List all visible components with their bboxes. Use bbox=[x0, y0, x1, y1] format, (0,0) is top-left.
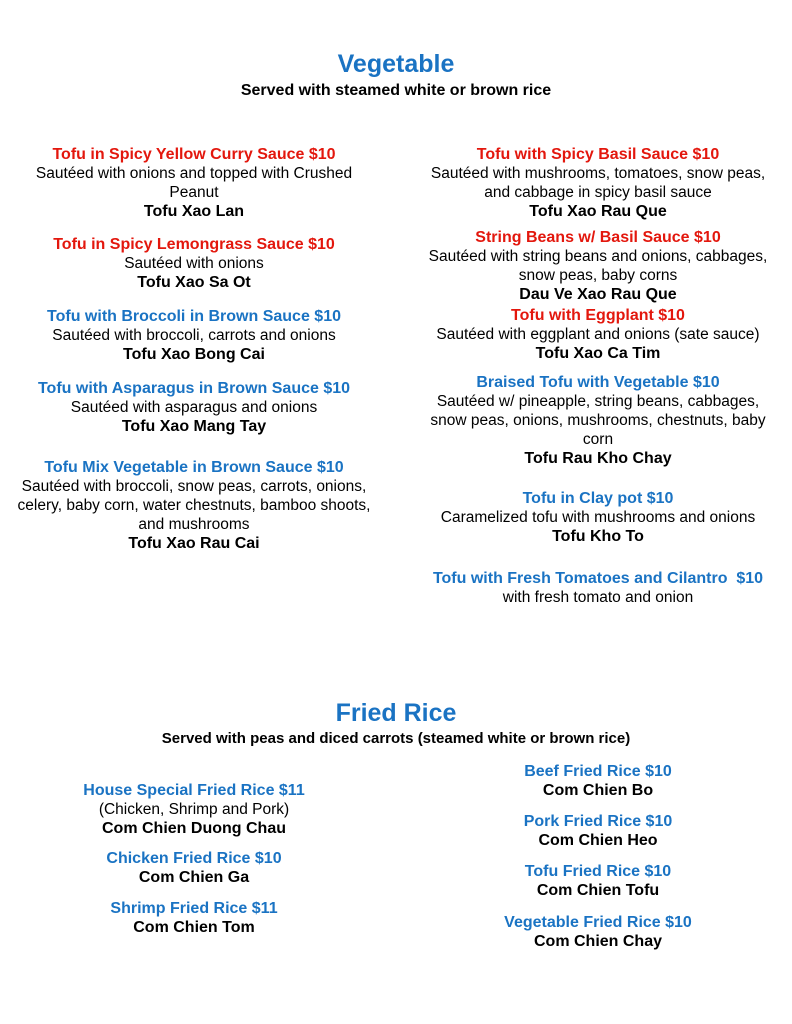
menu-item-tofu-fried-rice bbox=[448, 862, 748, 901]
dish-description: Sautéed with onions and topped with Crushed Peanut bbox=[35, 165, 353, 201]
menu-item-tofu-eggplant bbox=[418, 306, 778, 364]
menu-item-tofu-clay-pot bbox=[418, 489, 778, 547]
dish-description: Sautéed with broccoli, snow peas, carrots, onions, celery, baby corn, water chestnuts, bamboo shoots, and mushrooms bbox=[17, 478, 371, 533]
menu-item-chicken-fried-rice bbox=[44, 849, 344, 888]
dish-vietnamese-name: Com Chien Tom bbox=[133, 919, 255, 936]
dish-name: Tofu with Fresh Tomatoes and Cilantro $10 bbox=[432, 570, 764, 587]
dish-description: (Chicken, Shrimp and Pork) bbox=[98, 801, 290, 818]
dish-vietnamese-name: Tofu Xao Bong Cai bbox=[123, 346, 265, 363]
menu-item-string-beans-basil bbox=[418, 228, 778, 305]
dish-name: Tofu in Clay pot $10 bbox=[522, 490, 674, 507]
dish-vietnamese-name: Com Chien Tofu bbox=[536, 882, 660, 899]
dish-name: Pork Fried Rice $10 bbox=[523, 813, 673, 830]
fried-rice-section-title: Fried Rice bbox=[335, 699, 457, 727]
dish-description: with fresh tomato and onion bbox=[502, 589, 694, 606]
dish-name: Vegetable Fried Rice $10 bbox=[504, 914, 692, 931]
menu-item-tofu-yellow-curry bbox=[14, 145, 374, 222]
dish-name: Tofu in Spicy Lemongrass Sauce $10 bbox=[53, 236, 335, 253]
dish-name: Shrimp Fried Rice $11 bbox=[110, 900, 278, 917]
dish-name: Braised Tofu with Vegetable $10 bbox=[476, 374, 720, 391]
menu-item-tofu-broccoli bbox=[14, 307, 374, 365]
dish-name: Tofu with Broccoli in Brown Sauce $10 bbox=[47, 308, 341, 325]
dish-vietnamese-name: Com Chien Heo bbox=[538, 832, 658, 849]
dish-vietnamese-name: Com Chien Duong Chau bbox=[102, 820, 286, 837]
dish-vietnamese-name: Com Chien Bo bbox=[542, 782, 654, 799]
dish-name: House Special Fried Rice $11 bbox=[83, 782, 305, 799]
dish-name: String Beans w/ Basil Sauce $10 bbox=[475, 229, 721, 246]
dish-description: Sautéed with broccoli, carrots and onions bbox=[52, 327, 336, 344]
dish-vietnamese-name: Tofu Xao Rau Cai bbox=[128, 535, 260, 552]
dish-name: Tofu Mix Vegetable in Brown Sauce $10 bbox=[44, 459, 344, 476]
dish-name: Beef Fried Rice $10 bbox=[524, 763, 672, 780]
menu-item-tofu-lemongrass bbox=[14, 235, 374, 293]
dish-name: Tofu Fried Rice $10 bbox=[524, 863, 672, 880]
menu-item-braised-tofu bbox=[418, 373, 778, 469]
dish-description: Sautéed with asparagus and onions bbox=[70, 399, 318, 416]
dish-vietnamese-name: Com Chien Chay bbox=[533, 933, 662, 950]
dish-vietnamese-name: Tofu Kho To bbox=[552, 528, 644, 545]
menu-item-vegetable-fried-rice bbox=[448, 913, 748, 952]
dish-vietnamese-name: Tofu Xao Mang Tay bbox=[121, 418, 267, 435]
menu-item-tofu-tomatoes-cilantro bbox=[408, 569, 788, 607]
dish-vietnamese-name: Tofu Xao Ca Tim bbox=[535, 345, 661, 362]
vegetable-section-title: Vegetable bbox=[337, 50, 455, 78]
dish-description: Sautéed with mushrooms, tomatoes, snow peas, and cabbage in spicy basil sauce bbox=[430, 165, 766, 201]
dish-name: Tofu with Eggplant $10 bbox=[511, 307, 685, 324]
dish-name: Tofu with Spicy Basil Sauce $10 bbox=[476, 146, 720, 163]
menu-item-tofu-asparagus bbox=[14, 379, 374, 437]
dish-description: Sautéed with onions bbox=[124, 255, 264, 272]
menu-item-house-special-fried-rice bbox=[44, 781, 344, 839]
dish-description: Caramelized tofu with mushrooms and onions bbox=[440, 509, 756, 526]
dish-name: Tofu in Spicy Yellow Curry Sauce $10 bbox=[52, 146, 336, 163]
menu-item-pork-fried-rice bbox=[448, 812, 748, 851]
fried-rice-section-subtitle: Served with peas and diced carrots (steamed white or brown rice) bbox=[161, 730, 631, 747]
dish-description: Sautéed with string beans and onions, cabbages, snow peas, baby corns bbox=[428, 248, 768, 284]
menu-item-shrimp-fried-rice bbox=[44, 899, 344, 938]
dish-vietnamese-name: Tofu Xao Rau Que bbox=[529, 203, 667, 220]
menu-item-beef-fried-rice bbox=[448, 762, 748, 801]
dish-vietnamese-name: Tofu Xao Sa Ot bbox=[137, 274, 251, 291]
dish-description: Sautéed w/ pineapple, string beans, cabbages, snow peas, onions, mushrooms, chestnuts, baby corn bbox=[430, 393, 766, 448]
dish-vietnamese-name: Tofu Rau Kho Chay bbox=[524, 450, 672, 467]
dish-description: Sautéed with eggplant and onions (sate sauce) bbox=[436, 326, 760, 343]
dish-name: Tofu with Asparagus in Brown Sauce $10 bbox=[37, 380, 351, 397]
dish-vietnamese-name: Com Chien Ga bbox=[138, 869, 250, 886]
menu-item-tofu-spicy-basil bbox=[418, 145, 778, 222]
dish-name: Chicken Fried Rice $10 bbox=[106, 850, 282, 867]
dish-vietnamese-name: Tofu Xao Lan bbox=[143, 203, 245, 220]
menu-item-tofu-mix-vegetable bbox=[14, 458, 374, 554]
vegetable-section-subtitle: Served with steamed white or brown rice bbox=[240, 82, 552, 99]
dish-vietnamese-name: Dau Ve Xao Rau Que bbox=[519, 286, 677, 303]
